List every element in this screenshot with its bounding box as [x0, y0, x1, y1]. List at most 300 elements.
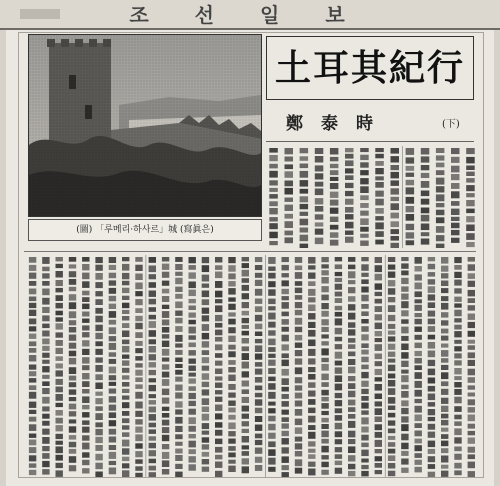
print-glyph: [335, 328, 342, 335]
castle-photo: [28, 34, 262, 217]
print-glyph: [428, 257, 435, 261]
print-glyph: [202, 315, 209, 321]
print-glyph: [135, 274, 142, 281]
print-glyph: [269, 241, 278, 245]
print-glyph: [308, 358, 315, 364]
print-glyph: [29, 310, 36, 316]
print-glyph: [282, 410, 289, 415]
print-glyph: [330, 177, 339, 181]
print-glyph: [189, 393, 196, 399]
print-glyph: [321, 334, 328, 338]
print-glyph: [285, 188, 294, 195]
print-glyph: [308, 367, 315, 372]
print-glyph: [315, 229, 324, 235]
print-glyph: [122, 316, 129, 321]
print-glyph: [29, 392, 36, 399]
print-glyph: [42, 273, 49, 278]
print-glyph: [428, 360, 435, 366]
print-glyph: [175, 326, 182, 332]
print-glyph: [228, 393, 235, 398]
print-glyph: [95, 257, 102, 263]
print-glyph: [321, 286, 328, 292]
print-glyph: [202, 398, 209, 405]
print-glyph: [228, 273, 235, 279]
print-glyph: [56, 463, 63, 468]
print-glyph: [285, 221, 294, 228]
print-glyph: [345, 231, 354, 235]
print-glyph: [375, 456, 382, 461]
print-glyph: [268, 273, 275, 279]
print-glyph: [321, 358, 328, 362]
print-glyph: [255, 362, 262, 367]
print-glyph: [69, 327, 76, 333]
print-glyph: [189, 343, 196, 348]
print-glyph: [361, 334, 368, 340]
print-glyph: [428, 351, 435, 358]
print-glyph: [215, 305, 222, 312]
print-glyph: [466, 209, 475, 214]
print-glyph: [202, 291, 209, 298]
print-glyph: [361, 372, 368, 378]
print-glyph: [308, 330, 315, 337]
print-glyph: [189, 409, 196, 415]
print-glyph: [401, 370, 408, 374]
print-glyph: [162, 407, 169, 411]
print-glyph: [401, 443, 408, 450]
print-glyph: [42, 469, 49, 475]
print-glyph: [242, 293, 249, 299]
print-glyph: [268, 360, 275, 366]
print-glyph: [388, 449, 395, 454]
print-glyph: [242, 389, 249, 394]
print-glyph: [401, 336, 408, 341]
print-glyph: [321, 264, 328, 268]
print-glyph: [175, 442, 182, 446]
masthead-title: 조선일보: [129, 3, 391, 27]
print-glyph: [149, 429, 156, 434]
print-glyph: [135, 459, 142, 464]
print-glyph: [436, 203, 445, 207]
print-glyph: [391, 172, 400, 179]
print-glyph: [375, 306, 382, 312]
print-glyph: [375, 369, 382, 375]
page-margin-right: [494, 30, 500, 486]
print-glyph: [388, 397, 395, 404]
print-glyph: [255, 386, 262, 391]
print-glyph: [315, 165, 324, 171]
print-glyph: [348, 329, 355, 335]
print-glyph: [315, 182, 324, 187]
print-glyph: [42, 360, 49, 364]
print-glyph: [228, 257, 235, 263]
print-glyph: [361, 396, 368, 401]
print-glyph: [69, 456, 76, 463]
print-glyph: [228, 304, 235, 310]
body-text-lower: [26, 255, 478, 477]
print-glyph: [175, 335, 182, 342]
print-glyph: [361, 389, 368, 394]
print-glyph: [308, 441, 315, 446]
print-glyph: [282, 280, 289, 286]
print-glyph: [162, 305, 169, 309]
print-glyph: [162, 281, 169, 286]
print-glyph: [202, 444, 209, 449]
print-glyph: [122, 448, 129, 454]
print-glyph: [436, 186, 445, 192]
print-glyph: [122, 303, 129, 309]
print-glyph: [321, 462, 328, 468]
print-glyph: [335, 257, 342, 261]
print-glyph: [335, 415, 342, 421]
print-glyph: [149, 436, 156, 440]
print-glyph: [360, 162, 369, 167]
print-glyph: [202, 407, 209, 413]
print-glyph: [468, 471, 475, 477]
print-glyph: [189, 257, 196, 263]
print-glyph: [321, 257, 328, 262]
print-glyph: [454, 303, 461, 307]
print-glyph: [441, 312, 448, 317]
print-glyph: [149, 450, 156, 456]
print-glyph: [56, 379, 63, 385]
print-glyph: [436, 194, 445, 201]
print-glyph: [361, 417, 368, 424]
print-glyph: [391, 197, 400, 201]
print-glyph: [391, 156, 400, 162]
print-glyph: [401, 263, 408, 268]
print-glyph: [415, 423, 422, 428]
print-glyph: [345, 154, 354, 159]
print-glyph: [401, 424, 408, 431]
print-glyph: [242, 381, 249, 387]
print-glyph: [228, 297, 235, 301]
byline: 鄭泰時: [286, 114, 391, 134]
print-glyph: [466, 178, 475, 183]
print-glyph: [300, 228, 309, 233]
print-glyph: [441, 303, 448, 310]
print-glyph: [189, 386, 196, 391]
print-glyph: [388, 265, 395, 270]
print-glyph: [175, 364, 182, 368]
print-glyph: [282, 472, 289, 477]
print-glyph: [95, 357, 102, 362]
print-glyph: [215, 430, 222, 436]
print-glyph: [282, 353, 289, 358]
print-glyph: [135, 443, 142, 448]
print-glyph: [441, 266, 448, 272]
print-glyph: [242, 458, 249, 464]
print-glyph: [348, 287, 355, 293]
print-glyph: [348, 367, 355, 374]
print-glyph: [42, 461, 49, 467]
print-glyph: [436, 226, 445, 233]
print-glyph: [451, 191, 460, 198]
print-glyph: [468, 438, 475, 444]
print-glyph: [202, 382, 209, 387]
print-glyph: [345, 175, 354, 180]
print-glyph: [345, 160, 354, 166]
print-glyph: [361, 343, 368, 348]
print-glyph: [468, 273, 475, 279]
print-glyph: [162, 398, 169, 404]
print-glyph: [109, 352, 116, 357]
print-glyph: [135, 265, 142, 271]
print-glyph: [162, 364, 169, 369]
print-glyph: [109, 280, 116, 285]
print-glyph: [69, 351, 76, 357]
print-glyph: [454, 447, 461, 452]
print-glyph: [95, 445, 102, 451]
print-glyph: [135, 291, 142, 296]
print-glyph: [95, 325, 102, 331]
print-glyph: [95, 437, 102, 443]
print-glyph: [135, 466, 142, 471]
print-glyph: [308, 340, 315, 347]
print-glyph: [315, 214, 324, 219]
print-glyph: [441, 406, 448, 412]
print-glyph: [162, 460, 169, 467]
print-glyph: [428, 432, 435, 438]
print-glyph: [29, 378, 36, 383]
print-glyph: [330, 217, 339, 222]
print-glyph: [228, 453, 235, 458]
print-glyph: [82, 257, 89, 262]
print-glyph: [308, 454, 315, 459]
print-glyph: [255, 289, 262, 296]
print-glyph: [361, 264, 368, 271]
print-glyph: [375, 292, 382, 296]
print-glyph: [135, 299, 142, 305]
print-glyph: [451, 157, 460, 163]
print-glyph: [29, 365, 36, 370]
print-glyph: [56, 403, 63, 407]
print-glyph: [375, 377, 382, 381]
print-glyph: [348, 280, 355, 284]
print-glyph: [82, 381, 89, 387]
print-glyph: [401, 344, 408, 351]
print-glyph: [348, 344, 355, 349]
print-glyph: [109, 461, 116, 465]
print-glyph: [468, 415, 475, 422]
print-glyph: [468, 462, 475, 469]
print-glyph: [268, 449, 275, 456]
print-glyph: [56, 280, 63, 286]
print-glyph: [295, 327, 302, 333]
print-glyph: [56, 323, 63, 329]
print-glyph: [421, 199, 430, 205]
print-glyph: [361, 450, 368, 457]
print-glyph: [29, 319, 36, 325]
print-glyph: [321, 431, 328, 438]
print-glyph: [269, 180, 278, 185]
print-glyph: [295, 393, 302, 399]
print-glyph: [401, 327, 408, 334]
print-glyph: [348, 322, 355, 328]
print-glyph: [82, 468, 89, 473]
print-glyph: [42, 414, 49, 419]
print-glyph: [56, 441, 63, 445]
print-glyph: [348, 414, 355, 419]
print-glyph: [454, 368, 461, 374]
print-glyph: [335, 312, 342, 317]
print-glyph: [361, 273, 368, 277]
print-glyph: [282, 257, 289, 262]
print-glyph: [308, 449, 315, 453]
print-glyph: [69, 411, 76, 416]
print-glyph: [162, 320, 169, 326]
print-glyph: [282, 296, 289, 300]
print-glyph: [388, 471, 395, 477]
print-glyph: [321, 446, 328, 453]
print-glyph: [441, 365, 448, 370]
print-glyph: [122, 346, 129, 353]
print-glyph: [308, 382, 315, 388]
photo-caption: (圖) 「루메리·하사르」城 (寫眞은): [28, 219, 262, 241]
print-glyph: [242, 346, 249, 351]
print-glyph: [149, 414, 156, 421]
print-glyph: [335, 298, 342, 303]
print-glyph: [82, 365, 89, 370]
print-glyph: [268, 313, 275, 320]
print-glyph: [428, 386, 435, 392]
print-glyph: [454, 340, 461, 344]
print-glyph: [295, 358, 302, 364]
print-glyph: [295, 409, 302, 416]
print-glyph: [122, 418, 129, 423]
print-glyph: [335, 337, 342, 342]
print-glyph: [255, 425, 262, 431]
print-glyph: [345, 148, 354, 152]
print-glyph: [215, 376, 222, 380]
print-glyph: [255, 332, 262, 337]
print-glyph: [69, 404, 76, 410]
print-glyph: [29, 434, 36, 438]
print-glyph: [242, 278, 249, 283]
print-glyph: [466, 233, 475, 240]
print-glyph: [282, 456, 289, 463]
print-glyph: [360, 195, 369, 200]
print-glyph: [360, 211, 369, 216]
print-glyph: [451, 174, 460, 180]
print-glyph: [451, 230, 460, 235]
print-glyph: [149, 339, 156, 344]
print-glyph: [401, 416, 408, 422]
print-glyph: [415, 343, 422, 349]
print-glyph: [175, 385, 182, 391]
print-glyph: [228, 460, 235, 464]
print-glyph: [189, 290, 196, 297]
print-glyph: [428, 417, 435, 421]
print-glyph: [321, 439, 328, 444]
print-glyph: [175, 409, 182, 414]
print-glyph: [345, 207, 354, 213]
column-rule: [265, 255, 266, 477]
print-glyph: [330, 148, 339, 155]
print-glyph: [228, 336, 235, 342]
print-glyph: [228, 439, 235, 444]
print-glyph: [375, 424, 382, 430]
print-glyph: [415, 305, 422, 311]
print-glyph: [189, 464, 196, 470]
print-glyph: [228, 351, 235, 357]
print-glyph: [361, 365, 368, 370]
print-glyph: [42, 381, 49, 386]
print-glyph: [122, 360, 129, 365]
print-glyph: [56, 332, 63, 337]
print-glyph: [441, 428, 448, 432]
print-glyph: [361, 279, 368, 284]
print-glyph: [109, 257, 116, 263]
print-glyph: [255, 324, 262, 330]
print-glyph: [215, 462, 222, 468]
print-glyph: [228, 446, 235, 451]
print-glyph: [56, 317, 63, 321]
print-glyph: [330, 164, 339, 168]
print-glyph: [29, 281, 36, 286]
print-glyph: [285, 205, 294, 211]
print-glyph: [282, 447, 289, 453]
print-glyph: [282, 360, 289, 367]
print-glyph: [82, 389, 89, 394]
print-glyph: [162, 358, 169, 362]
print-glyph: [215, 390, 222, 394]
print-glyph: [42, 315, 49, 321]
print-glyph: [189, 320, 196, 325]
print-glyph: [56, 257, 63, 261]
print-glyph: [189, 306, 196, 311]
print-glyph: [268, 467, 275, 472]
masthead-tag: [20, 9, 60, 19]
print-glyph: [56, 455, 63, 461]
print-glyph: [375, 384, 382, 391]
print-glyph: [282, 273, 289, 277]
print-glyph: [69, 271, 76, 277]
print-glyph: [82, 297, 89, 302]
print-glyph: [269, 164, 278, 169]
print-glyph: [454, 382, 461, 388]
print-glyph: [175, 264, 182, 270]
print-glyph: [149, 407, 156, 413]
print-glyph: [135, 316, 142, 322]
print-glyph: [321, 418, 328, 423]
print-glyph: [29, 371, 36, 376]
print-glyph: [189, 378, 196, 383]
print-glyph: [401, 286, 408, 291]
print-glyph: [228, 367, 235, 372]
print-glyph: [189, 417, 196, 424]
print-glyph: [215, 455, 222, 460]
print-glyph: [189, 449, 196, 454]
print-glyph: [175, 343, 182, 347]
print-glyph: [421, 208, 430, 214]
print-glyph: [466, 166, 475, 171]
print-glyph: [29, 289, 36, 295]
print-glyph: [315, 173, 324, 179]
print-glyph: [428, 272, 435, 277]
print-glyph: [189, 366, 196, 371]
print-glyph: [189, 373, 196, 377]
print-glyph: [215, 361, 222, 366]
print-glyph: [321, 295, 328, 301]
print-glyph: [335, 306, 342, 311]
print-glyph: [441, 358, 448, 363]
print-glyph: [162, 289, 169, 294]
print-glyph: [441, 465, 448, 469]
print-glyph: [361, 326, 368, 332]
print-glyph: [189, 359, 196, 364]
print-glyph: [295, 335, 302, 341]
print-glyph: [315, 189, 324, 196]
